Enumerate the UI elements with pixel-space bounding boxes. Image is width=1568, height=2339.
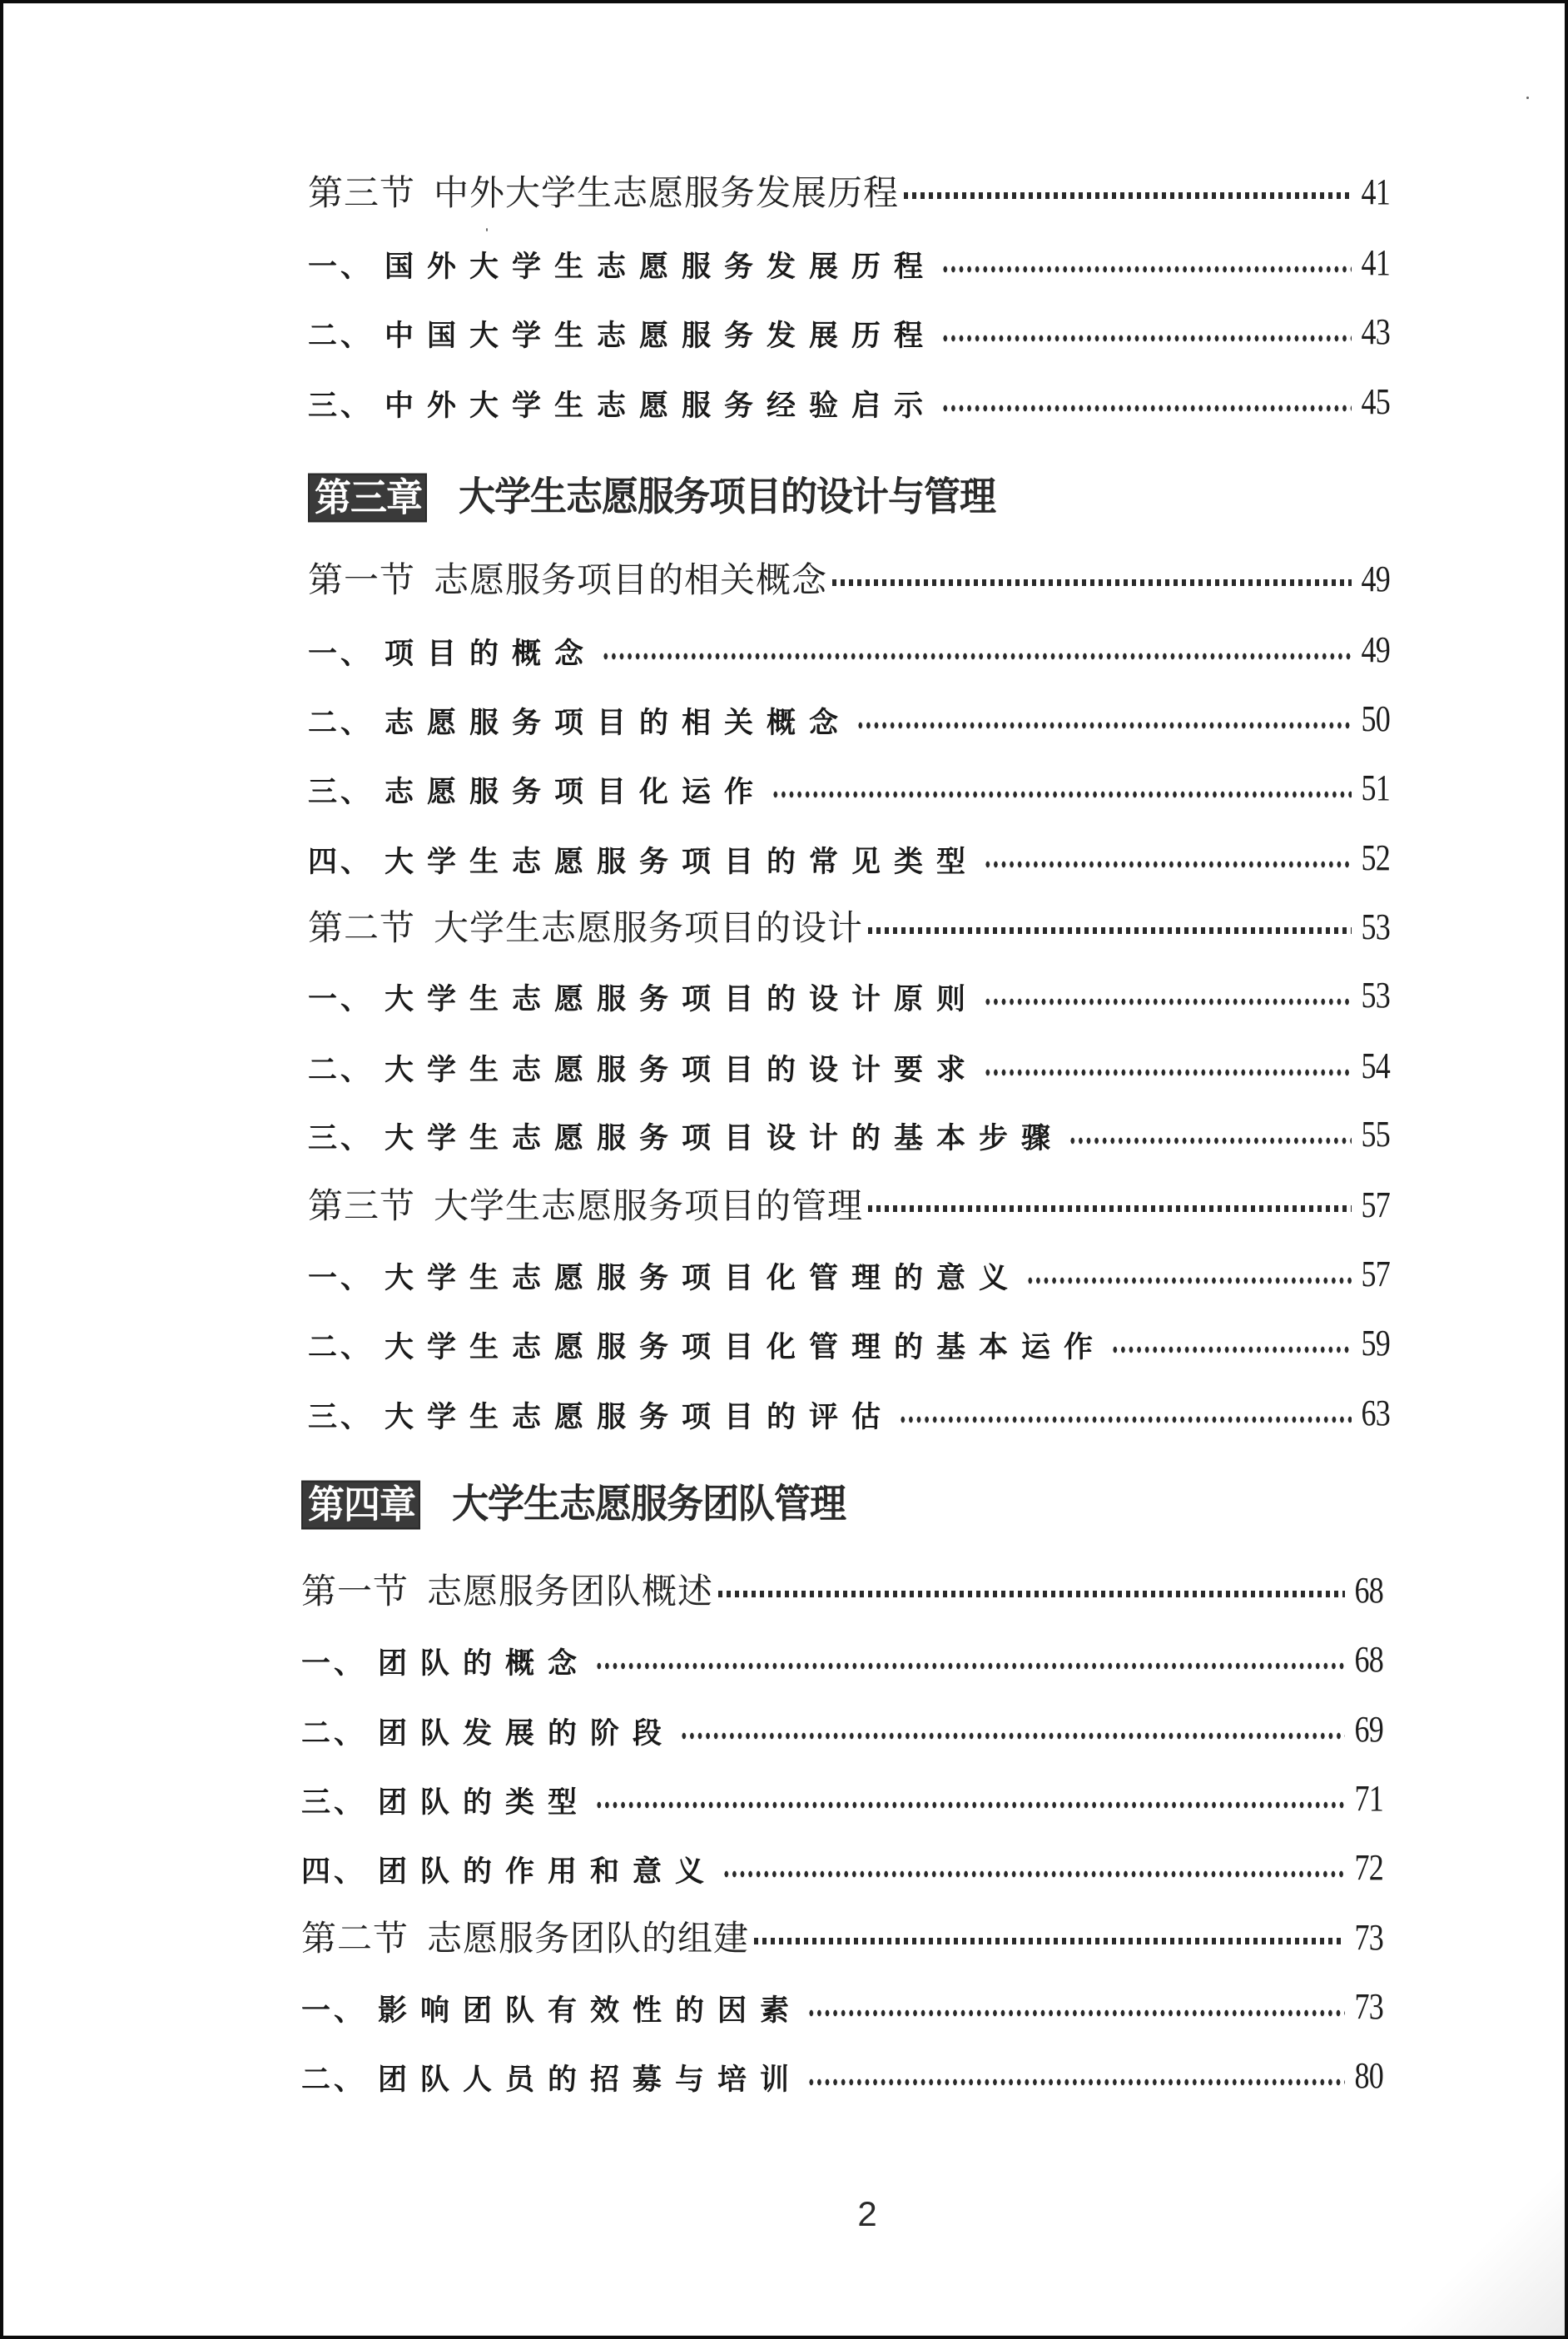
section-title: 大学生志愿服务项目的设计 <box>434 907 864 948</box>
chapter-title: 大学生志愿服务团队管理 <box>452 1481 846 1527</box>
section-title: 志愿服务团队的组建 <box>427 1918 750 1959</box>
toc-item-row[interactable] <box>308 1325 1390 1362</box>
toc-item-label <box>308 637 598 671</box>
dot-leader <box>984 861 1352 868</box>
page-ref: 59 <box>1361 1323 1390 1363</box>
page-ref: 68 <box>1354 1570 1383 1611</box>
dot-leader <box>1111 1346 1352 1353</box>
chapter-badge: 第四章 <box>301 1481 420 1530</box>
page-ref: 49 <box>1361 629 1390 670</box>
dot-leader <box>984 998 1352 1006</box>
dot-leader <box>904 192 1352 199</box>
item-title: 大学生志愿服务项目设计的基本步骤 <box>385 1121 1064 1155</box>
page-ref: 73 <box>1354 1986 1383 2027</box>
item-number: 四、 <box>308 845 374 879</box>
item-number: 一、 <box>301 1994 367 2028</box>
item-title: 志愿服务项目的相关概念 <box>385 706 852 740</box>
toc-item-row[interactable] <box>308 1045 1390 1087</box>
item-number: 三、 <box>308 1121 374 1155</box>
toc-item-label <box>301 1994 803 2028</box>
section-number: 第一节 <box>301 1571 409 1611</box>
toc-section-label <box>301 1918 750 1959</box>
page-ref: 63 <box>1361 1393 1390 1433</box>
item-number: 二、 <box>301 2063 367 2097</box>
dot-leader <box>602 653 1352 660</box>
item-number: 一、 <box>308 982 374 1016</box>
page-ref: 80 <box>1354 2055 1383 2096</box>
page-ref: 41 <box>1361 242 1390 283</box>
item-title: 中外大学生志愿服务经验启示 <box>385 389 937 423</box>
item-number: 三、 <box>308 389 374 423</box>
toc-item-label <box>301 1716 676 1751</box>
dot-leader <box>868 927 1352 934</box>
page-ref: 52 <box>1361 837 1390 878</box>
toc-item-label <box>308 706 852 740</box>
page-ref: 72 <box>1354 1847 1383 1888</box>
section-title: 志愿服务项目的相关概念 <box>434 559 828 600</box>
toc-section-label <box>301 1571 714 1611</box>
section-number: 第三节 <box>308 172 416 213</box>
toc-item-label <box>308 777 767 807</box>
item-title: 大学生志愿服务项目的常见类型 <box>385 845 980 879</box>
scan-speck <box>1526 97 1529 99</box>
toc-section-label <box>308 907 864 948</box>
toc-item-label <box>308 319 937 353</box>
dot-leader <box>832 579 1352 586</box>
item-title: 影响团队有效性的因素 <box>378 1994 803 2028</box>
toc-item-label <box>308 1261 1022 1295</box>
toc-item-row[interactable] <box>301 2055 1383 2097</box>
page-ref: 69 <box>1354 1709 1383 1750</box>
item-title: 大学生志愿服务项目的评估 <box>385 1400 895 1434</box>
toc-item-row[interactable] <box>308 1395 1390 1432</box>
page-ref: 51 <box>1361 767 1390 808</box>
toc-item-row[interactable] <box>301 1709 1383 1751</box>
toc-section-row[interactable] <box>308 171 1390 213</box>
item-number: 二、 <box>308 1330 374 1364</box>
toc-section-label <box>308 559 828 600</box>
item-title: 项目的概念 <box>385 637 598 671</box>
page-number: 2 <box>857 2194 877 2233</box>
dot-leader <box>984 1069 1352 1076</box>
toc-item-row[interactable] <box>308 1256 1390 1293</box>
item-title: 团队人员的招募与培训 <box>378 2063 803 2097</box>
toc-item-label <box>308 1121 1064 1155</box>
item-number: 二、 <box>308 319 374 353</box>
dot-leader <box>595 1801 1345 1809</box>
dot-leader <box>807 2078 1345 2086</box>
dot-leader <box>680 1732 1345 1740</box>
chapter-badge: 第三章 <box>308 474 427 523</box>
section-number: 第二节 <box>301 1918 409 1959</box>
item-number: 四、 <box>301 1855 367 1889</box>
page-ref: 73 <box>1354 1917 1383 1958</box>
page-ref: 41 <box>1361 171 1390 212</box>
page-ref: 68 <box>1354 1639 1383 1680</box>
page-ref: 71 <box>1354 1778 1383 1819</box>
toc-item-row[interactable] <box>308 1116 1390 1153</box>
dot-leader <box>718 1591 1345 1597</box>
toc-section-row[interactable] <box>301 1572 1383 1609</box>
toc-item-label <box>301 1785 591 1820</box>
page-ref: 49 <box>1361 559 1390 599</box>
item-number: 一、 <box>301 1646 367 1681</box>
section-title: 中外大学生志愿服务发展历程 <box>434 172 900 213</box>
toc-item-label <box>301 2063 803 2097</box>
dot-leader <box>941 405 1352 412</box>
item-title: 国外大学生志愿服务发展历程 <box>385 250 937 284</box>
item-title: 团队的类型 <box>378 1785 591 1820</box>
dot-leader <box>754 1938 1345 1944</box>
toc-item-row[interactable] <box>301 1986 1383 2028</box>
toc-item-label <box>301 1855 718 1889</box>
page-ref: 53 <box>1361 975 1390 1016</box>
dot-leader <box>941 266 1352 273</box>
toc-item-label <box>308 1400 895 1434</box>
toc-item-row[interactable] <box>308 837 1390 879</box>
section-title: 大学生志愿服务项目的管理 <box>434 1185 864 1226</box>
section-title: 志愿服务团队概述 <box>427 1571 714 1611</box>
toc-item-row[interactable] <box>308 311 1390 353</box>
page-ref: 43 <box>1361 311 1390 352</box>
dot-leader <box>1069 1137 1352 1145</box>
toc-section-row[interactable] <box>308 561 1390 598</box>
dot-leader <box>772 791 1352 798</box>
toc-section-label <box>308 1185 864 1226</box>
page-ref: 57 <box>1361 1184 1390 1225</box>
toc-item-row[interactable] <box>308 242 1390 284</box>
toc-item-label <box>308 982 980 1016</box>
page-ref: 45 <box>1361 381 1390 422</box>
item-number: 二、 <box>308 1053 374 1087</box>
book-page <box>3 3 1565 2336</box>
toc-section-label <box>308 172 900 213</box>
dot-leader <box>868 1205 1352 1212</box>
toc-item-row[interactable] <box>301 1778 1383 1820</box>
toc-item-label <box>308 1330 1107 1364</box>
dot-leader <box>1026 1277 1352 1284</box>
item-number: 一、 <box>308 1261 374 1295</box>
toc-item-label <box>301 1646 591 1681</box>
chapter-title: 大学生志愿服务项目的设计与管理 <box>459 474 995 520</box>
item-title: 大学生志愿服务项目化管理的意义 <box>385 1261 1022 1295</box>
section-number: 第一节 <box>308 559 416 600</box>
dot-leader <box>941 335 1352 342</box>
page-ref: 55 <box>1361 1114 1390 1155</box>
item-number: 一、 <box>308 637 374 671</box>
item-number: 一、 <box>308 250 374 284</box>
item-number: 二、 <box>301 1716 367 1751</box>
item-title: 大学生志愿服务项目化管理的基本运作 <box>385 1330 1107 1364</box>
toc-item-row[interactable] <box>308 629 1390 671</box>
toc-chapter-heading[interactable] <box>308 474 995 521</box>
toc-item-row[interactable] <box>301 1639 1383 1681</box>
dot-leader <box>899 1416 1352 1423</box>
item-title: 大学生志愿服务项目的设计要求 <box>385 1053 980 1087</box>
toc-item-row[interactable] <box>308 977 1390 1014</box>
toc-chapter-heading[interactable] <box>301 1482 846 1528</box>
item-title: 团队的概念 <box>378 1646 591 1681</box>
page-ref: 54 <box>1361 1045 1390 1086</box>
item-title: 志愿服务项目化运作 <box>385 775 767 809</box>
toc-section-row[interactable] <box>308 906 1390 948</box>
table-of-contents <box>3 3 1565 2336</box>
dot-leader <box>722 1870 1345 1878</box>
page-ref: 53 <box>1361 906 1390 947</box>
toc-item-row[interactable] <box>308 698 1390 740</box>
toc-item-label <box>308 389 937 423</box>
toc-item-row[interactable] <box>301 1847 1383 1889</box>
item-title: 大学生志愿服务项目的设计原则 <box>385 982 980 1016</box>
toc-section-row[interactable] <box>301 1917 1383 1959</box>
item-number: 二、 <box>308 706 374 740</box>
dot-leader <box>595 1662 1345 1670</box>
dot-leader <box>856 722 1352 729</box>
dot-leader <box>807 2009 1345 2017</box>
toc-item-row[interactable] <box>308 381 1390 423</box>
item-number: 三、 <box>308 1400 374 1434</box>
section-number: 第二节 <box>308 907 416 948</box>
toc-item-label <box>308 1055 979 1085</box>
section-number: 第三节 <box>308 1185 416 1226</box>
toc-section-row[interactable] <box>308 1184 1390 1226</box>
toc-item-label <box>308 847 979 877</box>
page-ref: 57 <box>1361 1254 1390 1294</box>
page-ref: 50 <box>1361 698 1390 739</box>
item-title: 团队的作用和意义 <box>378 1855 718 1889</box>
item-number: 三、 <box>301 1785 367 1820</box>
scan-speck <box>486 228 488 231</box>
toc-item-label <box>308 250 937 284</box>
item-title: 团队发展的阶段 <box>378 1716 676 1751</box>
item-title: 中国大学生志愿服务发展历程 <box>385 319 937 353</box>
toc-item-row[interactable] <box>308 767 1390 809</box>
item-number: 三、 <box>308 775 374 809</box>
